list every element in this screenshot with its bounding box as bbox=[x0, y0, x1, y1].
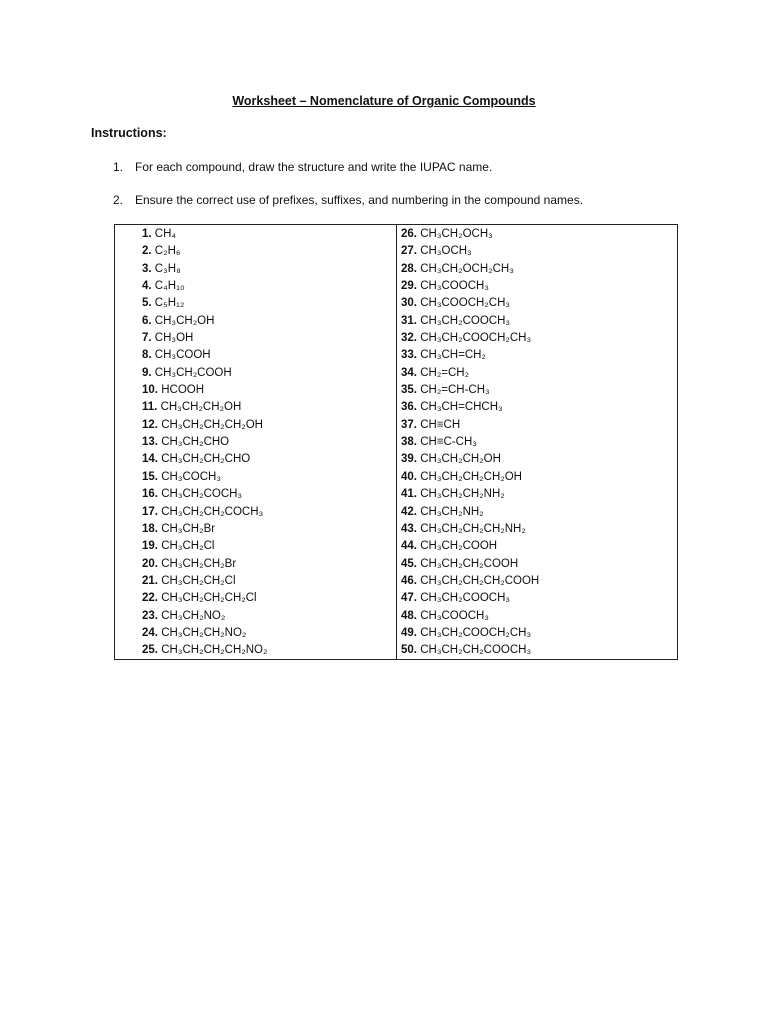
compound-number: 18. bbox=[142, 522, 158, 535]
compound-number: 41. bbox=[401, 488, 417, 501]
compound-row bbox=[142, 243, 396, 260]
compound-row bbox=[401, 365, 677, 382]
compound-formula: CH₃CH₂CH₂CH₂OH bbox=[161, 418, 263, 431]
compound-row bbox=[142, 313, 396, 330]
compound-formula: C₂H₆ bbox=[154, 245, 181, 258]
compound-row bbox=[401, 261, 677, 278]
compound-row bbox=[142, 226, 396, 243]
compound-row bbox=[401, 521, 677, 538]
compound-formula: CH₃CH₂CH₂NH₂ bbox=[420, 488, 505, 501]
compound-number: 47. bbox=[401, 592, 417, 605]
compound-number: 28. bbox=[401, 262, 417, 275]
compound-row bbox=[142, 295, 396, 312]
compound-row bbox=[142, 347, 396, 364]
compound-formula: CH₃CH₂CH₂Br bbox=[161, 557, 237, 570]
compound-number: 45. bbox=[401, 557, 417, 570]
instruction-step-text: For each compound, draw the structure and write the IUPAC name. bbox=[135, 160, 493, 174]
compound-number: 42. bbox=[401, 505, 417, 518]
compound-formula: CH₃CH=CH₂ bbox=[420, 349, 486, 362]
compound-formula: CH₃CH₂CH₂CH₂OH bbox=[420, 470, 522, 483]
compound-formula: CH₃CH₂CH₂CH₂COOH bbox=[420, 574, 540, 587]
compound-formula: CH₃CH₂COOCH₂CH₃ bbox=[420, 626, 532, 639]
compound-number: 24. bbox=[142, 626, 158, 639]
compound-formula: C₅H₁₂ bbox=[154, 297, 185, 310]
compound-number: 16. bbox=[142, 488, 158, 501]
compound-row bbox=[142, 486, 396, 503]
compound-row bbox=[142, 278, 396, 295]
compound-formula: C₃H₈ bbox=[154, 262, 181, 275]
compound-formula: CH₃CH₂Cl bbox=[161, 540, 215, 553]
compound-formula: CH₃CH₂CH₂OH bbox=[420, 453, 501, 466]
compound-number: 34. bbox=[401, 366, 417, 379]
compound-number: 2. bbox=[142, 245, 152, 258]
compound-row bbox=[401, 278, 677, 295]
compound-formula: CH₃CH₂NO₂ bbox=[161, 609, 226, 622]
compound-number: 38. bbox=[401, 436, 417, 449]
compound-formula: CH₃COOH bbox=[154, 349, 211, 362]
compound-formula: CH₃CH₂COOH bbox=[420, 540, 498, 553]
compound-formula: CH₃CH₂OCH₂CH₃ bbox=[420, 262, 514, 275]
compound-number: 43. bbox=[401, 522, 417, 535]
compound-row bbox=[401, 382, 677, 399]
compound-row bbox=[142, 382, 396, 399]
compound-row bbox=[401, 417, 677, 434]
compound-row bbox=[401, 504, 677, 521]
compound-number: 20. bbox=[142, 557, 158, 570]
compound-number: 1. bbox=[142, 228, 152, 240]
instructions-heading: Instructions: bbox=[91, 126, 167, 140]
compound-row bbox=[142, 469, 396, 486]
compound-formula: CH₄ bbox=[154, 228, 177, 240]
compound-formula: CH₃CH₂CH₂COOH bbox=[420, 557, 519, 570]
compound-row bbox=[401, 295, 677, 312]
compound-number: 32. bbox=[401, 332, 417, 345]
instruction-step bbox=[113, 160, 492, 174]
compound-number: 4. bbox=[142, 280, 152, 293]
compound-number: 31. bbox=[401, 314, 417, 327]
compound-formula: CH₃CH₂CHO bbox=[161, 436, 230, 449]
compound-formula: CH₃COOCH₃ bbox=[420, 280, 489, 293]
compound-row bbox=[401, 347, 677, 364]
compound-row bbox=[401, 469, 677, 486]
compound-number: 8. bbox=[142, 349, 152, 362]
compound-formula: CH₃CH₂COOH bbox=[154, 366, 232, 379]
compound-row bbox=[401, 538, 677, 555]
compound-row bbox=[142, 608, 396, 625]
compound-formula: CH₃CH₂CH₂NO₂ bbox=[161, 626, 247, 639]
compound-row bbox=[401, 625, 677, 642]
compound-number: 21. bbox=[142, 574, 158, 587]
compound-row bbox=[142, 417, 396, 434]
compound-row bbox=[142, 521, 396, 538]
compound-number: 49. bbox=[401, 626, 417, 639]
compound-number: 35. bbox=[401, 384, 417, 397]
compound-number: 33. bbox=[401, 349, 417, 362]
compound-row bbox=[142, 451, 396, 468]
compound-number: 30. bbox=[401, 297, 417, 310]
compound-row bbox=[142, 538, 396, 555]
compound-number: 6. bbox=[142, 314, 152, 327]
compound-row bbox=[401, 556, 677, 573]
compound-row bbox=[401, 330, 677, 347]
compound-formula: CH₃CH₂COOCH₃ bbox=[420, 592, 511, 605]
compound-row bbox=[401, 486, 677, 503]
compound-formula: CH≡CH bbox=[420, 418, 461, 431]
instruction-step-number: 2. bbox=[113, 193, 124, 207]
compound-number: 5. bbox=[142, 297, 152, 310]
compound-number: 25. bbox=[142, 644, 158, 657]
compound-formula: CH₃CH₂OH bbox=[154, 314, 215, 327]
compound-row bbox=[401, 573, 677, 590]
compound-row bbox=[401, 451, 677, 468]
compound-number: 44. bbox=[401, 540, 417, 553]
compound-number: 27. bbox=[401, 245, 417, 258]
page-title: Worksheet – Nomenclature of Organic Compounds bbox=[232, 94, 536, 108]
compound-number: 12. bbox=[142, 418, 158, 431]
compound-formula: CH₃CH₂Br bbox=[161, 522, 216, 535]
compound-row bbox=[401, 226, 677, 243]
compound-formula: CH₂=CH₂ bbox=[420, 366, 470, 379]
compound-formula: CH₃COOCH₂CH₃ bbox=[420, 297, 511, 310]
compound-formula: CH₃CH=CHCH₃ bbox=[420, 401, 503, 414]
compound-formula: HCOOH bbox=[161, 384, 205, 397]
compound-formula: CH₃CH₂CH₂CH₂NO₂ bbox=[161, 644, 268, 657]
compound-number: 17. bbox=[142, 505, 158, 518]
compound-formula: CH₂=CH-CH₃ bbox=[420, 384, 490, 397]
compound-row bbox=[142, 330, 396, 347]
compound-column-right bbox=[397, 225, 677, 659]
compound-row bbox=[401, 243, 677, 260]
compound-row bbox=[142, 261, 396, 278]
compound-formula: CH₃OH bbox=[154, 332, 194, 345]
compound-row bbox=[142, 434, 396, 451]
compound-number: 23. bbox=[142, 609, 158, 622]
compound-number: 39. bbox=[401, 453, 417, 466]
compound-formula: C₄H₁₀ bbox=[154, 280, 185, 293]
compound-row bbox=[401, 313, 677, 330]
compound-row bbox=[401, 608, 677, 625]
compound-number: 26. bbox=[401, 228, 417, 240]
compound-row bbox=[401, 642, 677, 659]
instruction-step-number: 1. bbox=[113, 160, 124, 174]
compound-table bbox=[114, 224, 678, 660]
compound-number: 40. bbox=[401, 470, 417, 483]
compound-column-left bbox=[115, 225, 397, 659]
compound-number: 9. bbox=[142, 366, 152, 379]
compound-number: 48. bbox=[401, 609, 417, 622]
compound-formula: CH₃COOCH₃ bbox=[420, 609, 489, 622]
compound-number: 19. bbox=[142, 540, 158, 553]
compound-number: 11. bbox=[142, 401, 158, 414]
compound-number: 13. bbox=[142, 436, 158, 449]
compound-number: 3. bbox=[142, 262, 152, 275]
compound-number: 36. bbox=[401, 401, 417, 414]
compound-row bbox=[142, 399, 396, 416]
compound-number: 37. bbox=[401, 418, 417, 431]
compound-number: 7. bbox=[142, 332, 152, 345]
compound-number: 46. bbox=[401, 574, 417, 587]
compound-formula: CH₃CH₂COOCH₂CH₃ bbox=[420, 332, 532, 345]
compound-formula: CH₃OCH₃ bbox=[420, 245, 472, 258]
compound-formula: CH₃CH₂CH₂OH bbox=[160, 401, 242, 414]
compound-row bbox=[142, 590, 396, 607]
compound-formula: CH₃CH₂CH₂COCH₃ bbox=[161, 505, 264, 518]
compound-formula: CH₃CH₂COCH₃ bbox=[161, 488, 243, 501]
compound-formula: CH₃CH₂NH₂ bbox=[420, 505, 484, 518]
compound-formula: CH≡C-CH₃ bbox=[420, 436, 477, 449]
compound-formula: CH₃CH₂CH₂Cl bbox=[161, 574, 236, 587]
compound-row bbox=[401, 590, 677, 607]
compound-row bbox=[142, 504, 396, 521]
compound-row bbox=[401, 399, 677, 416]
compound-row bbox=[142, 625, 396, 642]
compound-row bbox=[401, 434, 677, 451]
compound-number: 50. bbox=[401, 644, 417, 657]
compound-number: 22. bbox=[142, 592, 158, 605]
compound-formula: CH₃CH₂COOCH₃ bbox=[420, 314, 511, 327]
compound-row bbox=[142, 573, 396, 590]
compound-number: 10. bbox=[142, 384, 158, 397]
compound-number: 15. bbox=[142, 470, 158, 483]
instruction-step bbox=[113, 193, 583, 207]
compound-number: 29. bbox=[401, 280, 417, 293]
compound-number: 14. bbox=[142, 453, 158, 466]
compound-row bbox=[142, 642, 396, 659]
compound-formula: CH₃COCH₃ bbox=[161, 470, 222, 483]
compound-row bbox=[142, 365, 396, 382]
compound-formula: CH₃CH₂CH₂CHO bbox=[161, 453, 251, 466]
compound-formula: CH₃CH₂CH₂CH₂NH₂ bbox=[420, 522, 526, 535]
compound-row bbox=[142, 556, 396, 573]
compound-formula: CH₃CH₂CH₂CH₂Cl bbox=[161, 592, 257, 605]
compound-formula: CH₃CH₂OCH₃ bbox=[420, 228, 493, 240]
instruction-step-text: Ensure the correct use of prefixes, suffixes, and numbering in the compound names. bbox=[135, 193, 584, 207]
compound-formula: CH₃CH₂CH₂COOCH₃ bbox=[420, 644, 532, 657]
